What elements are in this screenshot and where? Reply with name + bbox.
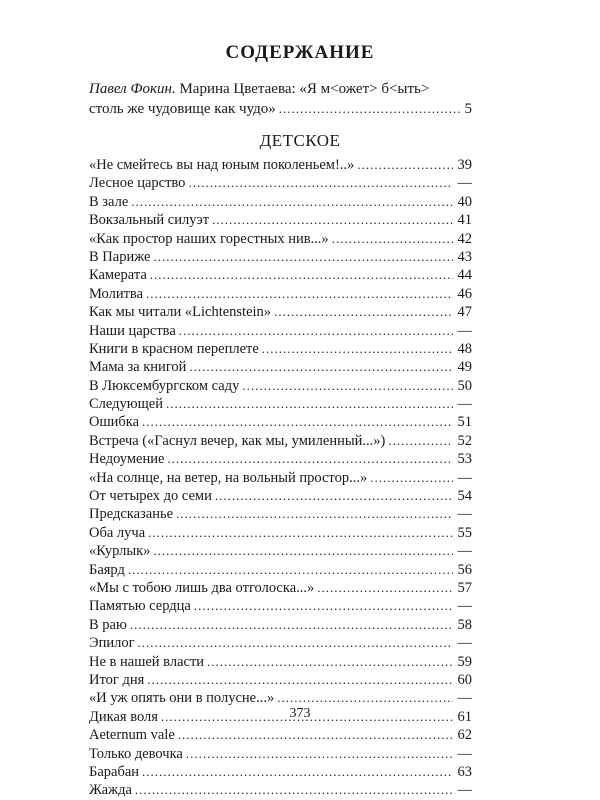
dot-leader	[147, 671, 453, 689]
toc-entry-title: «И уж опять они в полусне...»	[89, 690, 275, 707]
toc-entry-page: 60	[457, 671, 472, 688]
toc-entry	[89, 340, 472, 358]
toc-entry	[89, 193, 472, 211]
dot-leader	[188, 174, 453, 192]
toc-entry-page: 52	[457, 432, 472, 449]
dot-leader	[148, 524, 453, 542]
toc-entry	[89, 322, 472, 340]
toc-entry	[89, 726, 472, 744]
toc-entry	[89, 432, 472, 450]
dot-leader	[388, 432, 453, 450]
toc-entry	[89, 285, 472, 303]
toc-entry-title: Лесное царство	[89, 175, 186, 192]
toc-entry	[89, 395, 472, 413]
dot-leader	[131, 193, 453, 211]
toc-entry-page: 42	[457, 230, 472, 247]
toc-entry-title: «Курлык»	[89, 543, 151, 560]
toc-entry	[89, 653, 472, 671]
dot-leader	[317, 579, 453, 597]
toc-entry-page: —	[457, 543, 472, 560]
dot-leader	[142, 763, 453, 781]
dot-leader	[242, 377, 453, 395]
toc-entry	[89, 266, 472, 284]
toc-entry-title: Молитва	[89, 285, 144, 302]
dot-leader	[357, 156, 453, 174]
toc-entry-page: —	[457, 175, 472, 192]
toc-entry	[89, 781, 472, 799]
toc-entry	[89, 616, 472, 634]
toc-entry-title: Эпилог	[89, 635, 135, 652]
dot-leader	[128, 561, 453, 579]
dot-leader	[178, 726, 453, 744]
toc-entry	[89, 211, 472, 229]
toc-entry-title: В Париже	[89, 248, 151, 265]
dot-leader	[179, 322, 453, 340]
toc-entry	[89, 579, 472, 597]
toc-entry-title: Книги в красном переплете	[89, 340, 259, 357]
toc-entry	[89, 358, 472, 376]
intro-author: Павел Фокин.	[89, 81, 176, 97]
toc-entry-page: 63	[457, 763, 472, 780]
dot-leader	[274, 303, 453, 321]
toc-entry-page: —	[457, 506, 472, 523]
dot-leader	[186, 745, 453, 763]
toc-entry-title: Барабан	[89, 763, 140, 780]
toc-entry	[89, 450, 472, 468]
intro-page-number: 5	[464, 101, 472, 117]
toc-entry-page: 56	[457, 561, 472, 578]
dot-leader	[277, 689, 453, 707]
toc-entry-page: 62	[457, 727, 472, 744]
dot-leader	[153, 248, 453, 266]
toc-entry-page: —	[457, 322, 472, 339]
toc-entry-title: Недоумение	[89, 451, 165, 468]
dot-leader	[370, 469, 453, 487]
toc-entry	[89, 248, 472, 266]
toc-entry-page: 46	[457, 285, 472, 302]
toc-entry-title: Вокзальный силуэт	[89, 212, 210, 229]
toc-entry-page: 58	[457, 616, 472, 633]
toc-entry	[89, 174, 472, 192]
toc-entry-title: Наши царства	[89, 322, 176, 339]
dot-leader	[194, 597, 453, 615]
toc-entry-title: Только девочка	[89, 745, 183, 762]
toc-entry-page: 48	[457, 340, 472, 357]
dot-leader	[212, 211, 453, 229]
toc-entry-title: В Люксембургском саду	[89, 377, 240, 394]
toc-entry-page: 54	[457, 488, 472, 505]
dot-leader	[189, 358, 453, 376]
toc-entry-page: 44	[457, 267, 472, 284]
toc-entry-title: «На солнце, на ветер, на вольный простор...»	[89, 469, 368, 486]
intro-line-2	[89, 99, 472, 119]
dot-leader	[153, 542, 453, 560]
toc-entry-page: 53	[457, 451, 472, 468]
dot-leader	[130, 616, 453, 634]
toc-entry-page: —	[457, 635, 472, 652]
toc-entry-page: —	[457, 598, 472, 615]
dot-leader	[167, 450, 453, 468]
dot-leader	[138, 634, 453, 652]
dot-leader	[142, 413, 453, 431]
toc-entry	[89, 377, 472, 395]
toc-entry-page: 39	[457, 157, 472, 173]
toc-entry-title: В зале	[89, 193, 129, 210]
toc-entry-title: Предсказанье	[89, 506, 174, 523]
intro-title-part1: Марина Цветаева: «Я м<ожет> б<ыть>	[175, 81, 430, 97]
toc-entry	[89, 487, 472, 505]
toc-entry-title: «Как простор наших горестных нив...»	[89, 230, 329, 247]
toc-entry-page: 55	[457, 524, 472, 541]
toc-entry-page: 40	[457, 193, 472, 210]
toc-entry-page: —	[457, 782, 472, 799]
intro-entry	[89, 80, 472, 119]
dot-leader	[135, 781, 453, 799]
toc-list	[89, 156, 472, 800]
toc-entry-title: Как мы читали «Lichtenstein»	[89, 304, 272, 321]
intro-title-part2: столь же чудовище как чудо»	[89, 101, 276, 117]
toc-entry-page: 43	[457, 248, 472, 265]
page-number: 373	[289, 706, 311, 721]
toc-entry-page: 49	[457, 359, 472, 376]
toc-entry	[89, 634, 472, 652]
toc-entry-title: Памятью сердца	[89, 598, 191, 615]
toc-entry-title: Не в нашей власти	[89, 653, 205, 670]
toc-entry-page: —	[457, 469, 472, 486]
toc-entry	[89, 597, 472, 615]
toc-entry	[89, 505, 472, 523]
dot-leader	[332, 230, 453, 248]
toc-entry-title: Баярд	[89, 561, 125, 578]
toc-entry-title: Ошибка	[89, 414, 140, 431]
toc-entry	[89, 413, 472, 431]
toc-entry-title: «Не смейтесь вы над юным поколеньем!..»	[89, 157, 355, 173]
toc-entry	[89, 671, 472, 689]
toc-entry-title: Мама за книгой	[89, 359, 187, 376]
section-heading: ДЕТСКОЕ	[259, 131, 341, 150]
toc-entry-page: 51	[457, 414, 472, 431]
toc-entry-title: Жажда	[89, 782, 132, 799]
toc-entry	[89, 561, 472, 579]
toc-entry-title: Дикая воля	[89, 708, 158, 725]
toc-entry	[89, 745, 472, 763]
toc-entry-page: 59	[457, 653, 472, 670]
toc-entry-title: Оба луча	[89, 524, 146, 541]
toc-entry	[89, 689, 472, 707]
toc-entry-title: Aeternum vale	[89, 727, 175, 744]
dot-leader	[215, 487, 453, 505]
toc-entry-page: —	[457, 690, 472, 707]
toc-entry-page: 61	[457, 708, 472, 725]
toc-entry-title: «Мы с тобою лишь два отголоска...»	[89, 579, 315, 596]
toc-entry-title: От четырех до семи	[89, 488, 212, 505]
toc-entry-page: —	[457, 745, 472, 762]
dot-leader	[146, 285, 453, 303]
toc-entry-page: 50	[457, 377, 472, 394]
toc-entry-title: Итог дня	[89, 671, 145, 688]
toc-entry-page: 57	[457, 579, 472, 596]
toc-entry	[89, 524, 472, 542]
toc-entry-page: 47	[457, 304, 472, 321]
intro-line-1	[89, 80, 472, 99]
toc-entry	[89, 542, 472, 560]
toc-entry-page: 41	[457, 212, 472, 229]
toc-entry	[89, 303, 472, 321]
toc-entry	[89, 469, 472, 487]
toc-entry-title: Камерата	[89, 267, 147, 284]
toc-entry-page: —	[457, 396, 472, 413]
toc-entry-title: Следующей	[89, 396, 163, 413]
contents-heading: СОДЕРЖАНИЕ	[225, 42, 375, 63]
dot-leader	[176, 505, 453, 523]
dot-leader	[262, 340, 453, 358]
toc-entry	[89, 763, 472, 781]
toc-entry	[89, 230, 472, 248]
dot-leader	[166, 395, 453, 413]
toc-entry-title: Встреча («Гаснул вечер, как мы, умиленный...»)	[89, 432, 386, 449]
dot-leader	[150, 266, 453, 284]
toc-entry-title: В раю	[89, 616, 127, 633]
toc-entry	[89, 156, 472, 174]
dot-leader	[279, 99, 462, 118]
dot-leader	[207, 653, 453, 671]
